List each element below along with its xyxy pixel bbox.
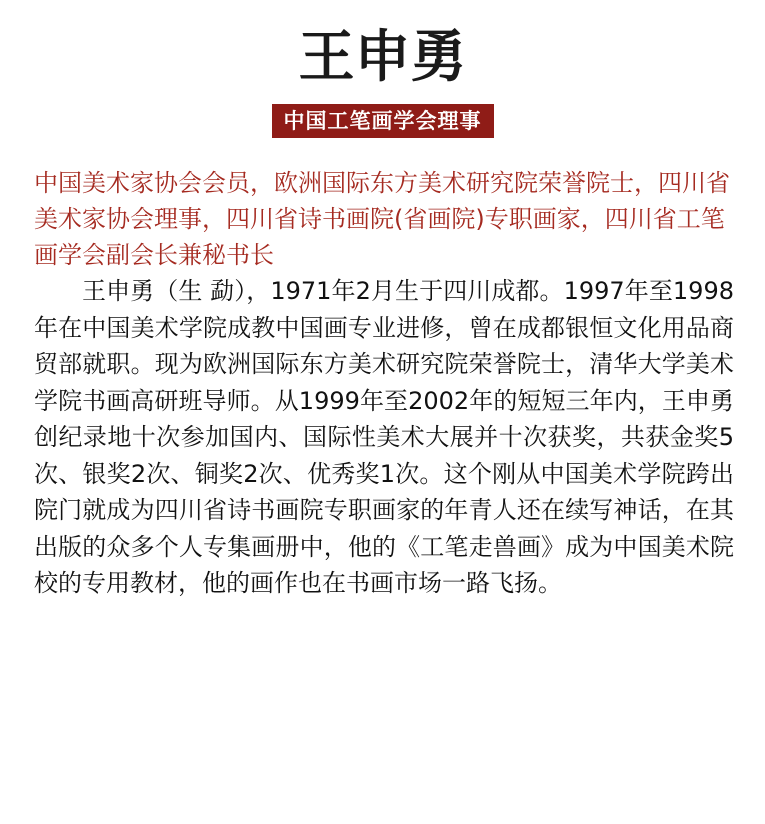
artist-name: 王申勇 (298, 25, 467, 90)
title-badge: 中国工笔画学会理事 (272, 104, 494, 138)
honors-text: 中国美术家协会会员，欧洲国际东方美术研究院荣誉院士，四川省美术家协会理事，四川省诗书画院(省画院)专职画家，四川省工笔画学会副会长兼秘书长 (34, 169, 730, 269)
title-badge-container (0, 104, 765, 138)
biography-text: 王申勇（生 勐），1971年2月生于四川成都。1997年至1998年在中国美术学院成教中国画专业进修，曾在成都银恒文化用品商贸部就职。现为欧洲国际东方美术研究院荣誉院士，清华大学美术学院书画高研班导师。从1999年至2002年的短短三年内，王申勇创纪录地十次参加国内、国际性美术大展并十次获奖，共获金奖5次、银奖2次、铜奖2次、优秀奖1次。这个刚从中国美术学院跨出院门就成为四川省诗书画院专职画家的年青人还在续写神话，在其出版的众多个人专集画册中，他的《工笔走兽画》成为中国美术院校的专用教材，他的画作也在书画市场一路飞扬。 (34, 277, 734, 597)
